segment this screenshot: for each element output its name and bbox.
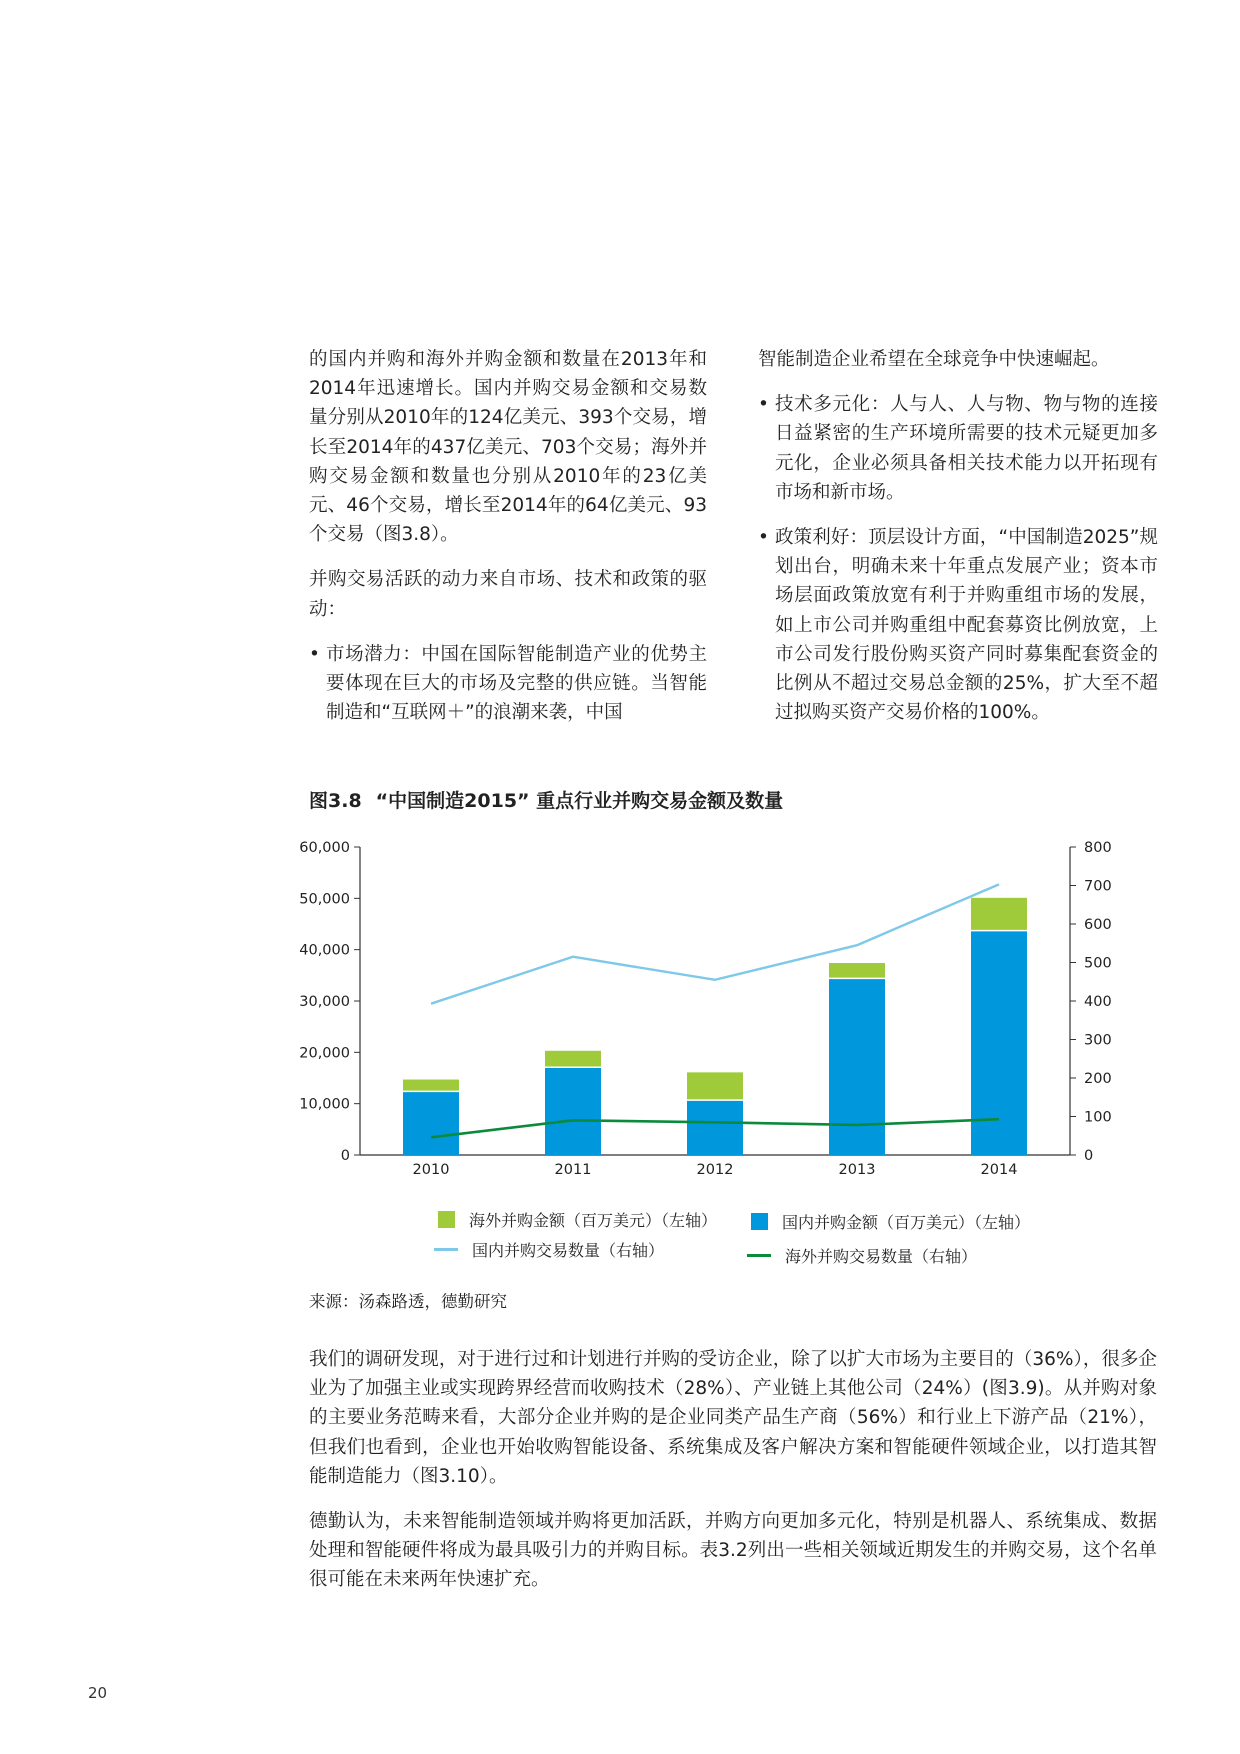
paragraph: 的国内并购和海外并购金额和数量在2013年和2014年迅速增长。国内并购交易金额和交易数量分别从2010年的124亿美元、393个交易，增长至2014年的437亿美元、703个交易；海外并购交易金额和数量也分别从2010年的23亿美元、46个交易，增长至2014年的64亿美元、93个交易（图3.8）。 [309,349,707,546]
x-tick-label: 2012 [696,1162,734,1178]
legend-label: 国内并购金额（百万美元）（左轴） [782,1213,1031,1232]
bar [545,1067,601,1155]
y-left-tick-label: 60,000 [299,840,350,856]
ma-deals-chart [295,830,1135,1190]
y-left-tick-label: 20,000 [299,1045,350,1062]
bullet-item-policy [758,523,1158,727]
legend-item-domestic-amount [751,1210,1030,1233]
bar [687,1100,743,1155]
bar [403,1091,459,1155]
legend-swatch [438,1211,455,1228]
bullet-item-market [309,640,707,728]
right-text-column [758,345,1158,743]
y-left-tick-label: 50,000 [299,891,350,908]
y-right-tick-label: 100 [1084,1109,1112,1126]
left-text-column [309,345,707,743]
bullet-dot: • [758,394,769,416]
bullet-dot: • [309,643,320,665]
x-tick-label: 2011 [554,1162,592,1178]
legend-label: 海外并购金额（百万美元）（左轴） [469,1211,718,1230]
y-left-tick-label: 0 [340,1148,350,1164]
bar [687,1072,743,1100]
bar [829,963,885,978]
bar [545,1051,601,1067]
figure-caption: “中国制造2015” 重点行业并购交易金额及数量 [375,790,784,812]
y-left-tick-label: 40,000 [299,942,350,959]
bullet-text: 政策利好：顶层设计方面，“中国制造2025”规划出台，明确未来十年重点发展产业；资本市场层面政策放宽有利于并购重组市场的发展，如上市公司并购重组中配套募资比例放宽，上市公司发行股份购买资产同时募集配套资金的比例从不超过交易总金额的25%，扩大至不超过拟购买资产交易价格的100%。 [775,527,1158,724]
bullet-item-technology [758,390,1158,507]
y-right-tick-label: 800 [1084,840,1112,856]
y-right-tick-label: 500 [1084,955,1112,972]
series-line [431,884,999,1003]
y-left-tick-label: 10,000 [299,1096,350,1113]
bar [971,931,1027,1155]
bullet-dot: • [758,527,769,549]
lower-text-block [309,1345,1157,1611]
y-right-tick-label: 400 [1084,994,1112,1010]
bar [403,1080,459,1092]
paragraph: 并购交易活跃的动力来自市场、技术和政策的驱动： [309,569,707,620]
legend-swatch [747,1254,771,1257]
legend-item-overseas-count [747,1244,977,1267]
figure-number: 图3.8 [309,790,362,812]
legend-item-domestic-count [434,1238,664,1261]
figure-source: 来源：汤森路透，德勤研究 [309,1292,507,1311]
legend-item-overseas-amount [438,1208,717,1231]
bullet-text: 市场潜力：中国在国际智能制造产业的优势主要体现在巨大的市场及完整的供应链。当智能制造和“互联网＋”的浪潮来袭，中国 [326,643,707,724]
y-right-tick-label: 700 [1084,878,1112,895]
y-right-tick-label: 0 [1084,1148,1094,1164]
legend-label: 海外并购交易数量（右轴） [785,1247,978,1266]
paragraph: 德勤认为，未来智能制造领域并购将更加活跃，并购方向更加多元化，特别是机器人、系统集成、数据处理和智能硬件将成为最具吸引力的并购目标。表3.2列出一些相关领域近期发生的并购交易，这个名单很可能在未来两年快速扩充。 [309,1511,1157,1591]
x-tick-label: 2013 [838,1162,876,1178]
page-number: 20 [88,1684,108,1702]
x-tick-label: 2014 [980,1162,1018,1178]
y-right-tick-label: 200 [1084,1071,1112,1087]
figure-title [309,786,783,813]
paragraph: 智能制造企业希望在全球竞争中快速崛起。 [758,349,1110,370]
bullet-text: 技术多元化：人与人、人与物、物与物的连接日益紧密的生产环境所需要的技术元疑更加多元化，企业必须具备相关技术能力以开拓现有市场和新市场。 [775,394,1158,503]
y-right-tick-label: 300 [1084,1032,1112,1049]
legend-swatch [751,1213,768,1230]
legend-label: 国内并购交易数量（右轴） [472,1241,665,1260]
x-tick-label: 2010 [412,1162,450,1178]
bar [829,978,885,1155]
paragraph: 我们的调研发现，对于进行过和计划进行并购的受访企业，除了以扩大市场为主要目的（36%），很多企业为了加强主业或实现跨界经营而收购技术（28%）、产业链上其他公司（24%）(图3.9)。从并购对象的主要业务范畴来看，大部分企业并购的是企业同类产品生产商（56%）和行业上下游产品（21%），但我们也看到，企业也开始收购智能设备、系统集成及客户解决方案和智能硬件领域企业，以打造其智能制造能力（图3.10）。 [309,1349,1157,1487]
y-left-tick-label: 30,000 [299,994,350,1010]
legend-swatch [434,1248,458,1251]
y-right-tick-label: 600 [1084,917,1112,933]
bar [971,898,1027,931]
